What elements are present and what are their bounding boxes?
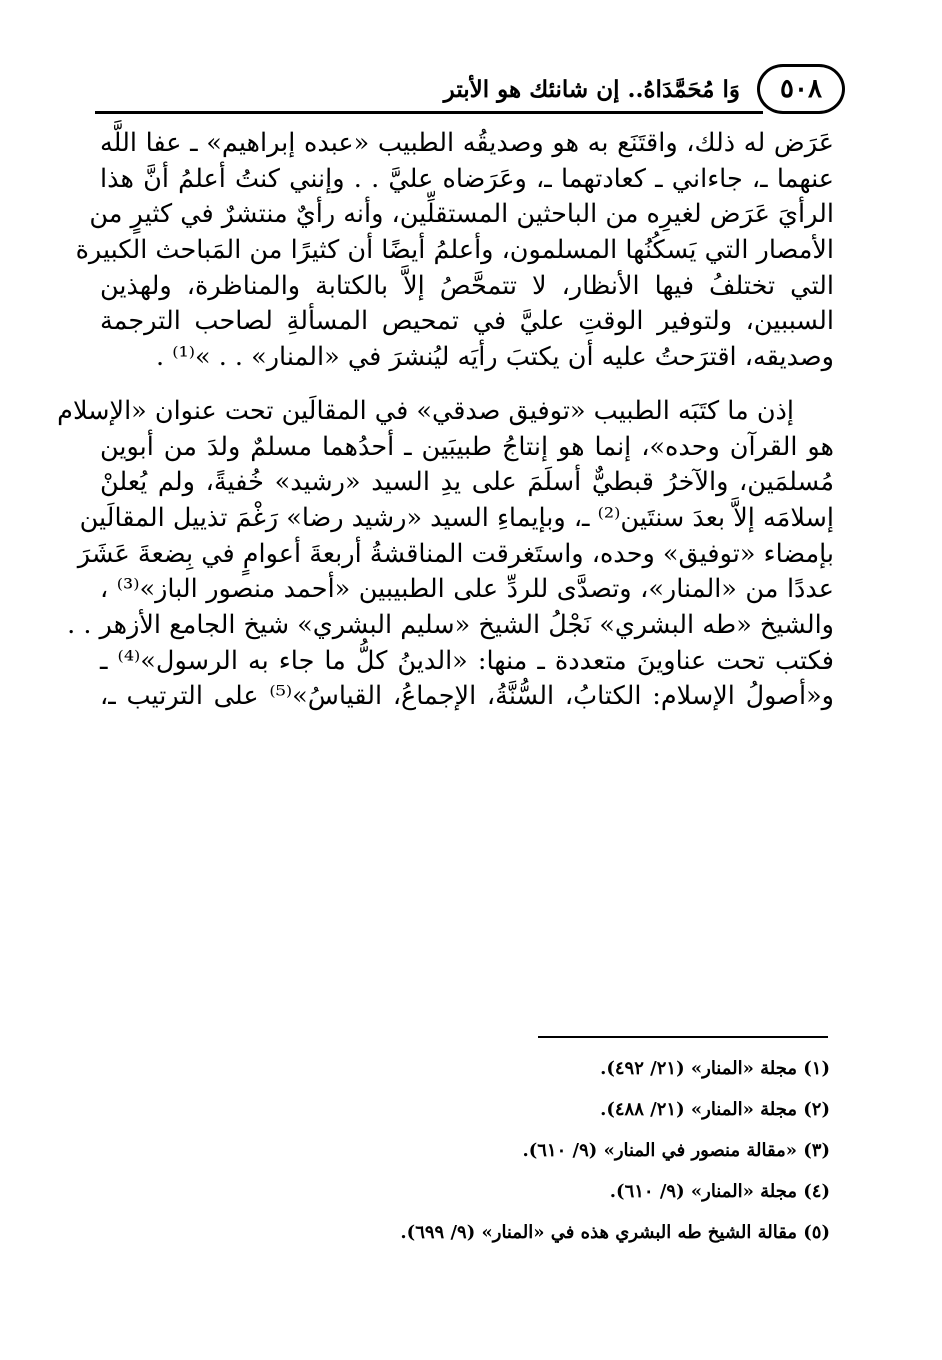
- text-line: والشيخ «طه البشري» نَجْلُ الشيخ «سليم البشري» شيخ الجامع الأزهر . .: [67, 609, 834, 640]
- text-line: بإمضاء «توفيق» وحده، واستَغرقت المناقشةُ أربعةَ أعوامٍ في بِضعةَ عَشَرَ: [77, 538, 834, 569]
- text-line: إسلامَه إلاَّ بعدَ سنتَين⁽²⁾ ـ، وبإيماءِ السيد «رشيد رضا» رَغْمَ تذييل المقالَين: [79, 502, 834, 533]
- footnote: (١) مجلة «المنار» (٢١/ ٤٩٢).: [600, 1058, 830, 1079]
- text-line: مُسلمَين، والآخرُ قبطيٌّ أسلَمَ على يدِ السيد «رشيد» خُفيةً، ولم يُعلنْ: [100, 467, 834, 498]
- paragraph-2: [57, 394, 834, 715]
- footnote-separator: [538, 1036, 828, 1038]
- page-number: ٥٠٨: [757, 64, 845, 114]
- footnote: (٢) مجلة «المنار» (٢١/ ٤٨٨).: [600, 1099, 830, 1120]
- header-rule: [95, 111, 763, 114]
- footnote: (٥) مقالة الشيخ طه البشري هذه في «المنار» (٩/ ٦٩٩).: [400, 1222, 830, 1243]
- text-line: الرأيَ عَرَض لغيرِه من الباحثين المستقلِّين، وأنه رأيٌ منتشرٌ في كثيرٍ من: [89, 199, 834, 230]
- footnote: (٣) «مقالة منصور في المنار» (٩/ ٦١٠).: [522, 1140, 830, 1161]
- text-line: هو القرآن وحده»، إنما هو إنتاجُ طبيبَين ـ أحدُهما مسلمٌ ولدَ من أبوين: [100, 431, 834, 462]
- text-line: وصديقه، اقترَحتُ عليه أن يكتبَ رأيَه ليُنشرَ في «المنار» . . »⁽¹⁾ .: [156, 342, 834, 373]
- footnotes: [110, 1048, 830, 1253]
- text-line: السببين، ولتوفير الوقتِ عليَّ في تمحيص المسألةِ لصاحب الترجمة: [100, 306, 834, 337]
- running-title: وَا مُحَمَّدَاهُ.. إن شانئك هو الأبتر: [443, 76, 740, 103]
- paragraph-1: [75, 126, 834, 376]
- text-line: التي تختلفُ فيها الأنظار، لا تتمحَّصُ إلاَّ بالكتابة والمناظرة، ولهذين: [100, 270, 834, 301]
- footnote: (٤) مجلة «المنار» (٩/ ٦١٠).: [609, 1181, 830, 1202]
- body-text: [57, 126, 834, 715]
- text-line: إذن ما كتَبَه الطبيب «توفيق صدقي» في المقالَين تحت عنوان «الإسلام: [57, 395, 794, 426]
- text-line: الأمصار التي يَسكُنُها المسلمون، وأعلمُ أيضًا أن كثيرًا من المَباحث الكبيرة: [75, 235, 834, 266]
- text-line: عددًا من «المنار»، وتصدَّى للردِّ على الطبيبين «أحمد منصور الباز»⁽³⁾ ،: [100, 574, 834, 605]
- page-header: [95, 62, 845, 122]
- text-line: عنهما ـ، جاءاني ـ كعادتهما ـ، وعَرَضاه عليَّ . . وإنني كنتُ أعلمُ أنَّ هذا: [100, 163, 834, 194]
- text-line: فكتب تحت عناوينَ متعددة ـ منها: «الدينُ كلُّ ما جاء به الرسول»⁽⁴⁾ ـ: [100, 645, 834, 676]
- text-line: و«أصولُ الإسلام: الكتابُ، السُّنَّةُ، الإجماعُ، القياسُ»⁽⁵⁾ على الترتيب ـ،: [100, 681, 834, 712]
- text-line: عَرَض له ذلك، واقتَنَع به هو وصديقُه الطبيب «عبده إبراهيم» ـ عفا اللَّه: [100, 128, 834, 158]
